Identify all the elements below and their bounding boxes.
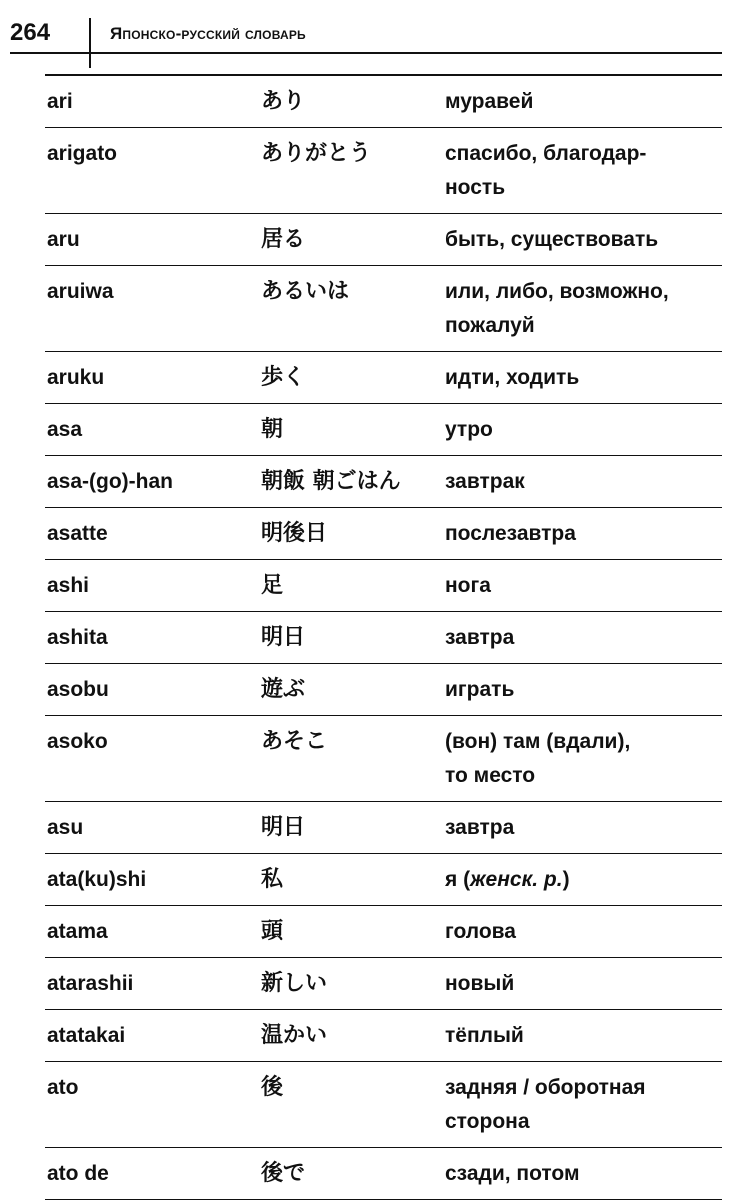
dictionary-row <box>45 508 722 560</box>
dictionary-row <box>45 404 722 456</box>
japanese-cell: 明日 <box>261 815 306 840</box>
russian-cell: или, либо, возможно, пожалуй <box>445 280 669 337</box>
japanese-cell: 朝 <box>261 417 284 442</box>
japanese-cell: 居る <box>261 227 306 252</box>
romaji-cell: asa <box>47 418 83 441</box>
japanese-cell: あそこ <box>261 729 328 754</box>
romaji-cell: ashi <box>47 574 90 597</box>
dictionary-row <box>45 456 722 508</box>
dictionary-row <box>45 128 722 214</box>
dictionary-row <box>45 1062 722 1148</box>
dictionary-row <box>45 854 722 906</box>
dictionary-table <box>45 74 722 1200</box>
dictionary-row <box>45 1148 722 1200</box>
japanese-cell: 新しい <box>261 971 328 996</box>
russian-cell: спасибо, благодар- ность <box>445 142 647 199</box>
dictionary-row <box>45 906 722 958</box>
header-divider <box>89 18 91 68</box>
russian-cell: голова <box>445 920 516 943</box>
romaji-cell: atarashii <box>47 972 134 995</box>
running-title: Японско-русский словарь <box>110 24 306 43</box>
romaji-cell: asa-(go)-han <box>47 470 173 493</box>
russian-cell: нога <box>445 574 491 597</box>
romaji-cell: atama <box>47 920 108 943</box>
dictionary-row <box>45 958 722 1010</box>
japanese-cell: あり <box>261 89 306 114</box>
japanese-cell: 朝飯 朝ごはん <box>261 469 401 494</box>
romaji-cell: asobu <box>47 678 109 701</box>
romaji-cell: ato <box>47 1076 79 1099</box>
dictionary-row <box>45 1010 722 1062</box>
dictionary-row <box>45 214 722 266</box>
russian-text-tail: ) <box>562 868 570 891</box>
romaji-cell: arigato <box>47 142 118 165</box>
japanese-cell: あるいは <box>261 279 350 304</box>
romaji-cell: asoko <box>47 730 108 753</box>
japanese-cell: 足 <box>261 573 284 598</box>
japanese-cell: 温かい <box>261 1023 328 1048</box>
romaji-cell: ato de <box>47 1162 109 1185</box>
dictionary-row <box>45 266 722 352</box>
romaji-cell: ari <box>47 90 73 113</box>
russian-cell: утро <box>445 418 493 441</box>
dictionary-row <box>45 560 722 612</box>
romaji-cell: aruku <box>47 366 105 389</box>
russian-cell: быть, существовать <box>445 228 659 251</box>
page-header <box>10 18 722 54</box>
russian-cell: новый <box>445 972 515 995</box>
japanese-cell: 明後日 <box>261 521 328 546</box>
japanese-cell: 頭 <box>261 919 284 944</box>
dictionary-row <box>45 76 722 128</box>
russian-cell: завтрак <box>445 470 525 493</box>
russian-cell: завтра <box>445 626 515 649</box>
japanese-cell: 明日 <box>261 625 306 650</box>
russian-cell <box>445 863 722 897</box>
romaji-cell: aru <box>47 228 80 251</box>
romaji-cell: ashita <box>47 626 108 649</box>
japanese-cell: 歩く <box>261 365 306 390</box>
romaji-cell: aruiwa <box>47 280 114 303</box>
japanese-cell: 後 <box>261 1075 284 1100</box>
russian-cell: (вон) там (вдали), то место <box>445 730 631 787</box>
page-number: 264 <box>10 19 51 46</box>
romaji-cell: atatakai <box>47 1024 126 1047</box>
romaji-cell: asatte <box>47 522 108 545</box>
russian-text: я ( <box>445 868 471 891</box>
dictionary-row <box>45 716 722 802</box>
japanese-cell: 後で <box>261 1161 306 1186</box>
russian-italic-note: женск. р. <box>470 868 563 891</box>
russian-cell: играть <box>445 678 515 701</box>
russian-cell: тёплый <box>445 1024 524 1047</box>
russian-cell: задняя / оборотная сторона <box>445 1076 646 1133</box>
russian-cell: завтра <box>445 816 515 839</box>
dictionary-row <box>45 352 722 404</box>
dictionary-row <box>45 612 722 664</box>
japanese-cell: 遊ぶ <box>261 677 306 702</box>
russian-cell: послезавтра <box>445 522 576 545</box>
romaji-cell: ata(ku)shi <box>47 868 147 891</box>
romaji-cell: asu <box>47 816 84 839</box>
russian-cell: сзади, потом <box>445 1162 580 1185</box>
japanese-cell: 私 <box>261 867 284 892</box>
dictionary-row <box>45 664 722 716</box>
dictionary-row <box>45 802 722 854</box>
japanese-cell: ありがとう <box>261 141 372 166</box>
russian-cell: идти, ходить <box>445 366 580 389</box>
russian-cell: муравей <box>445 90 534 113</box>
